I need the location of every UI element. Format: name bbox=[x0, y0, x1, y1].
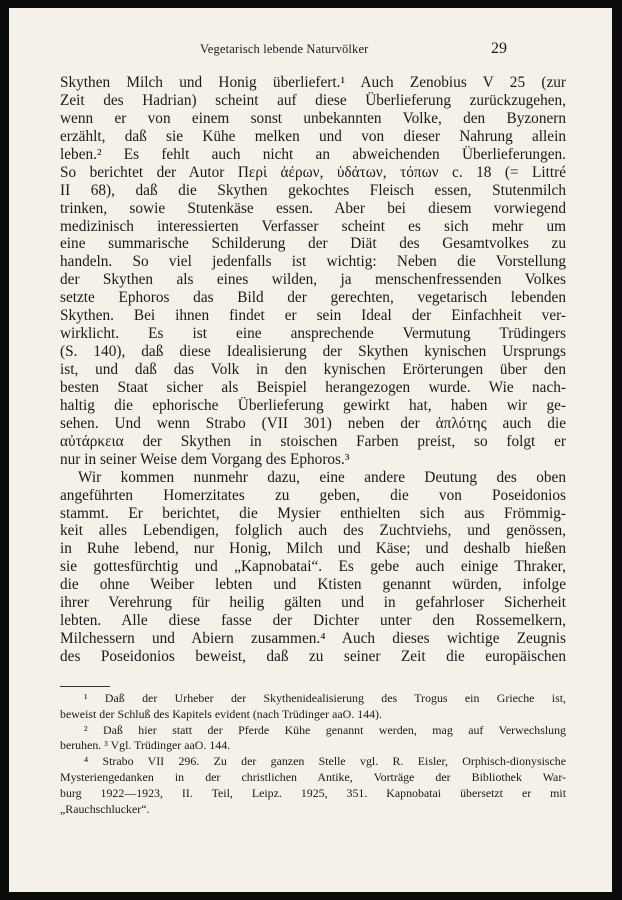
running-title: Vegetarisch lebende Naturvölker bbox=[200, 42, 369, 56]
body-line: keit alles Lebendigen, folglich auch des Zuchtviehs, und genössen, bbox=[60, 522, 566, 540]
body-line: Milchessern und Abiern zusammen.⁴ Auch dieses wichtige Zeugnis bbox=[60, 630, 566, 648]
body-line: die ohne Weiber lebten und Ktisten genannt würden, infolge bbox=[60, 576, 566, 594]
footnote-line: beweist der Schluß des Kapitels evident (nach Trüdinger aaO. 144). bbox=[60, 706, 382, 721]
footnotes bbox=[60, 691, 566, 817]
body-line: αὐτάρκεια der Skythen in stoischen Farben preist, so folgt er bbox=[60, 432, 566, 450]
body-line: Zeit des Hadrian) scheint auf diese Überlieferung zurückzugehen, bbox=[60, 91, 566, 109]
body-line: Wir kommen nunmehr dazu, eine andere Deutung des oben bbox=[78, 468, 566, 486]
body-line: trinken, sowie Stutenkäse essen. Aber bei diesem vorwiegend bbox=[60, 199, 566, 217]
body-line: erzählt, daß sie Kühe melken und von dieser Nahrung allein bbox=[60, 127, 566, 145]
body-line: Skythen. Bei ihnen findet er sein Ideal der Einfachheit ver- bbox=[60, 307, 566, 325]
body-line: angeführten Homerzitates zu geben, die von Poseidonios bbox=[60, 486, 566, 504]
footnote-line: ¹ Daß der Urheber der Skythenidealisierung des Trogus ein Grieche ist, bbox=[84, 691, 566, 705]
body-line: haltig die ephorische Überlieferung gewirkt hat, haben wir ge- bbox=[60, 396, 566, 414]
body-line: II 68), daß die Skythen gekochtes Fleisch essen, Stutenmilch bbox=[60, 181, 566, 199]
footnote-line: ⁴ Strabo VII 296. Zu der ganzen Stelle vgl. R. Eisler, Orphisch-dionysische bbox=[84, 754, 566, 769]
footnote-line: „Rauchschlucker“. bbox=[60, 801, 150, 816]
body-line: medizinisch interessierten Verfasser scheint es sich mehr um bbox=[60, 217, 566, 235]
body-line: sehen. Und wenn Strabo (VII 301) neben der ἁπλότης auch die bbox=[60, 414, 566, 432]
footnote-line: ² Daß hier statt der Pferde Kühe genannt werden, mag auf Verwechslung bbox=[84, 722, 566, 737]
body-line: eine summarische Schilderung der Diät des Gesamtvolkes zu bbox=[60, 235, 566, 253]
footnote-rule bbox=[60, 686, 110, 687]
body-line: der Skythen als eines wilden, ja menschenfressenden Volkes bbox=[60, 271, 566, 289]
body-line: stammt. Er berichtet, die Mysier enthielten sich aus Frömmig- bbox=[60, 504, 566, 522]
body-line: (S. 140), daß diese Idealisierung der Skythen kynischen Ursprungs bbox=[60, 343, 566, 361]
body-line: nur in seiner Weise dem Vorgang des Ephoros.³ bbox=[60, 450, 350, 468]
footnote-line: Mysteriengedanken in der christlichen Antike, Vorträge der Bibliothek War- bbox=[60, 769, 566, 784]
body-line: in Ruhe lebend, nur Honig, Milch und Käse; und deshalb hießen bbox=[60, 540, 566, 558]
body-line: des Poseidonios beweist, daß zu seiner Zeit die europäischen bbox=[60, 648, 566, 665]
body-line: Skythen Milch und Honig überliefert.¹ Auch Zenobius V 25 (zur bbox=[60, 74, 566, 91]
body-line: lebten. Alle diese fasse der Dichter unter den Rossemelkern, bbox=[60, 612, 566, 630]
body-line: ihrer Verehrung für heilig gälten und in gefahrloser Sicherheit bbox=[60, 594, 566, 612]
body-line: setzte Ephoros das Bild der gerechten, vegetarisch lebenden bbox=[60, 289, 566, 307]
body-line: handeln. So viel jedenfalls ist wichtig: Neben die Vorstellung bbox=[60, 253, 566, 271]
footnote-line: beruhen. ³ Vgl. Trüdinger aaO. 144. bbox=[60, 738, 231, 753]
book-page bbox=[9, 8, 612, 892]
page-number: 29 bbox=[491, 40, 507, 57]
body-line: ist, und daß das Volk in den kynischen Erörterungen über den bbox=[60, 361, 566, 378]
body-line: So berichtet der Autor Περὶ ἀέρων, ὑδάτων, τόπων c. 18 (= Littré bbox=[60, 163, 566, 181]
body-line: sie gottesfürchtig und „Kapnobatai“. Es gebe auch einige Thraker, bbox=[60, 558, 566, 576]
body-line: wenn er von einem sonst unbekannten Volke, den Byzonern bbox=[60, 109, 566, 127]
running-head bbox=[9, 42, 612, 62]
body-line: wirklicht. Es ist eine ansprechende Vermutung Trüdingers bbox=[60, 325, 566, 343]
body-line: besten Staat sicher als Beispiel herangezogen wurde. Wie nach- bbox=[60, 378, 566, 396]
body-line: leben.² Es fehlt auch nicht an abweichenden Überlieferungen. bbox=[60, 145, 566, 163]
body-text bbox=[60, 74, 566, 666]
footnote-line: burg 1922—1923, II. Teil, Leipz. 1925, 351. Kapnobatai übersetzt er mit bbox=[60, 785, 566, 800]
